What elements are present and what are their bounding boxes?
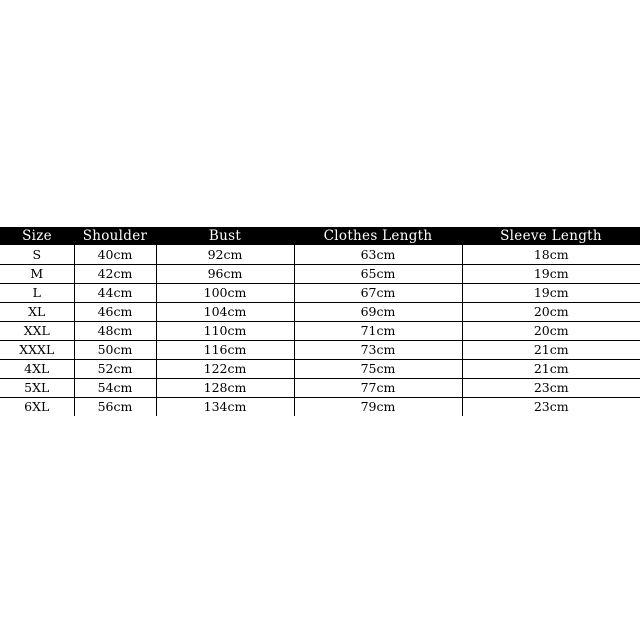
cell-shoulder: 40cm	[74, 245, 156, 264]
cell-size: XXXL	[0, 340, 74, 359]
cell-shoulder: 44cm	[74, 283, 156, 302]
table-row	[0, 359, 640, 378]
cell-sleeve-length: 18cm	[462, 245, 640, 264]
cell-size: 4XL	[0, 359, 74, 378]
cell-sleeve-length: 20cm	[462, 302, 640, 321]
size-chart-table	[0, 227, 640, 416]
table-row	[0, 397, 640, 416]
cell-clothes-length: 63cm	[294, 245, 462, 264]
header-clothes-length: Clothes Length	[323, 228, 433, 244]
cell-bust: 134cm	[156, 397, 294, 416]
header-shoulder: Shoulder	[82, 228, 148, 244]
cell-size: 5XL	[0, 378, 74, 397]
table-row	[0, 264, 640, 283]
cell-bust: 116cm	[156, 340, 294, 359]
cell-clothes-length: 67cm	[294, 283, 462, 302]
header-row	[0, 227, 640, 245]
table-row	[0, 340, 640, 359]
cell-bust: 104cm	[156, 302, 294, 321]
cell-shoulder: 54cm	[74, 378, 156, 397]
cell-bust: 110cm	[156, 321, 294, 340]
cell-sleeve-length: 23cm	[462, 397, 640, 416]
cell-shoulder: 52cm	[74, 359, 156, 378]
cell-sleeve-length: 21cm	[462, 359, 640, 378]
table-row	[0, 302, 640, 321]
cell-clothes-length: 79cm	[294, 397, 462, 416]
cell-sleeve-length: 19cm	[462, 264, 640, 283]
cell-size: S	[0, 245, 74, 264]
cell-size: M	[0, 264, 74, 283]
cell-shoulder: 56cm	[74, 397, 156, 416]
table-row	[0, 378, 640, 397]
cell-bust: 96cm	[156, 264, 294, 283]
cell-sleeve-length: 19cm	[462, 283, 640, 302]
cell-sleeve-length: 23cm	[462, 378, 640, 397]
cell-size: 6XL	[24, 399, 50, 415]
header-size: Size	[22, 228, 52, 244]
table-row	[0, 321, 640, 340]
cell-shoulder: 48cm	[74, 321, 156, 340]
table-row	[0, 245, 640, 264]
cell-size: XL	[0, 302, 74, 321]
size-chart-body	[0, 245, 640, 416]
cell-size: L	[0, 283, 74, 302]
cell-bust: 128cm	[156, 378, 294, 397]
cell-clothes-length: 65cm	[294, 264, 462, 283]
cell-clothes-length: 73cm	[294, 340, 462, 359]
header-bust: Bust	[208, 228, 242, 244]
cell-clothes-length: 77cm	[294, 378, 462, 397]
cell-bust: 100cm	[156, 283, 294, 302]
table-row	[0, 283, 640, 302]
cell-sleeve-length: 20cm	[462, 321, 640, 340]
cell-clothes-length: 69cm	[294, 302, 462, 321]
cell-bust: 122cm	[156, 359, 294, 378]
cell-shoulder: 46cm	[74, 302, 156, 321]
cell-sleeve-length: 21cm	[462, 340, 640, 359]
cell-bust: 92cm	[156, 245, 294, 264]
size-chart-header	[0, 227, 640, 245]
cell-shoulder: 42cm	[74, 264, 156, 283]
cell-clothes-length: 71cm	[294, 321, 462, 340]
cell-clothes-length: 75cm	[294, 359, 462, 378]
cell-shoulder: 50cm	[74, 340, 156, 359]
cell-size: XXL	[0, 321, 74, 340]
header-sleeve-length: Sleeve Length	[500, 228, 602, 244]
